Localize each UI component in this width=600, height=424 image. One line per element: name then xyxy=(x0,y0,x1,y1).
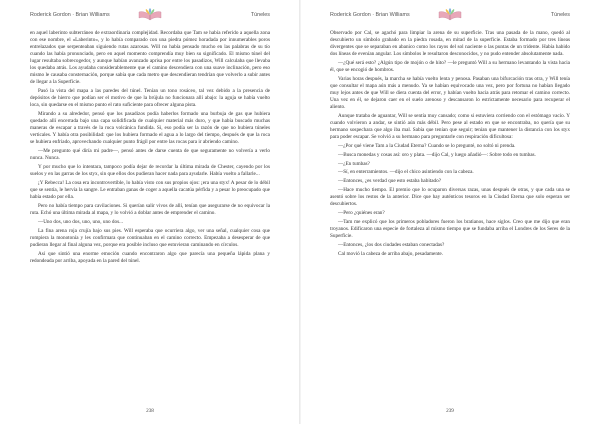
paragraph: Cal movió la cabeza de arriba abajo, pesadamente. xyxy=(338,250,443,257)
right-page xyxy=(300,0,600,424)
paragraph: Observado por Cal, se agachó para limpiar la arena de su superficie. Tras una pasada de la mano, quedó al descubierto un símbolo grabado en la piedra rosada, en mitad de la superficie. Estaba formado por tres líneas divergentes que se separaban en abanico como los rayos del sol naciente o las puntas de un tridente. Había habido dos líneas de evenían angular. Los símbolos le resultaron desconocidos, y no pudo entender absolutamente nada. xyxy=(330,30,570,58)
right-page-body xyxy=(330,30,570,258)
paragraph: La fina arena roja crujía bajo sus pies. Will esperaba que ocurriera algo, ver una señal, cualquier cosa que rompiera la monotonía y les confirmara que continuaban en el camino correcto. Empezaba a desesperar de que pudieran llegar al final alguna vez, porque era posible incluso que estuvieran caminando en círculos. xyxy=(30,227,270,248)
paragraph: Mirando a su alrededor, pensó que los pasadizos podía haberlos formado una burbuja de gas que hubiera quedado allí encerrada bajo una capa solidificada de cualquier material más duro, y que había buscado muchas maneras de escapar a través de la roca volcánica fundida. Si, eso podía ser la razón de que no hubiera túneles verticales. Y había otra posibilidad: que los hubiera formado el agua a lo largo del tiempo, después de que la roca se hubiera enfriado, aprovechando cualquier punto frágil por entre las rocas para ir abriendo camino. xyxy=(30,111,270,146)
paragraph: —Uno dos, uno dos, uno, uno, uno dos... xyxy=(38,218,124,225)
paragraph: Aunque trataba de aguantar, Will se sentía muy cansado; como si estuviera corriendo con el estómago vacío. Y cuando volvieron a andar, se sintió aún más débil. Pero pese al estado en que se encontraba, no quería que su hermano sospechara que algo iba mal. Sabía que tenían que seguir; tenían que mantener la distancia con los styx para poder escapar. Se volvió a su hermano para preguntarle con respiración dificultosa: xyxy=(330,112,570,141)
paragraph: —¿En tumbas? xyxy=(338,160,370,167)
paragraph: Pasó la vista del mapa a las paredes del túnel. Tenían un tono rosáceo, tal vez debido a la presencia de depósitos de hierro que podían ser el motivo de que la brújula no funcionara allí abajo: la aguja se había vuelto loca, sin quedarse en el mismo punto el rato suficiente para ofrecer alguna pista. xyxy=(30,88,270,109)
right-header-authors: Roderick Gordon · Brian Williams xyxy=(330,12,410,18)
paragraph: Varias horas después, la marcha se había vuelto lenta y penosa. Pasaban una bifurcación tras otra, y Will tenía que consultar el mapa aún más a menudo. Ya se habían equivocado una vez, pero por fortuna no habían llegado muy lejos antes de que Will se diera cuenta del error, y habían vuelto hacia atrás para retomar el camino correcto. Una vez en él, se dejaron caer en el suelo arenoso y descansaron lo estrictamente necesario para recuperar el aliento. xyxy=(330,75,570,111)
paragraph: —Entonces, ¿los dos ciudades estaban conectadas? xyxy=(338,241,445,248)
publisher-logo-icon xyxy=(438,7,462,23)
paragraph: —¿Qué será esto? ¿Algún tipo de mojón o de hito? —le preguntó Will a su hermano levantando la vista hacia él, que se encogió de hombros. xyxy=(330,59,570,74)
paragraph: Así que sintió una enorme emoción cuando encontraron algo que parecía una pequeña lápida plana y redondeada por arriba, apoyada en la pared del túnel. xyxy=(30,250,270,264)
paragraph: —Tam me explicó que los primeros pobladores fueron los bratianos, hace siglos. Creo que me dijo que eran troyanos. Edificaron una especie de fortaleza al mismo tiempo que se fundaba arriba el Londres de los Seres de la Superficie. xyxy=(330,218,570,239)
right-running-header xyxy=(330,9,570,23)
publisher-logo-icon xyxy=(138,7,162,23)
right-page-number: 239 xyxy=(446,408,454,414)
left-page-number: 238 xyxy=(146,408,154,414)
paragraph: —¿Por qué viene Tam a la Ciudad Eterna? Cuando se lo pregunté, no soltó ni prenda. xyxy=(338,142,516,149)
paragraph: ¡Y Rebecca! La cosa era incontrovertible, lo había visto con sus propios ojos: ¡era una styx! A pesar de lo débil que se sentía, le hervía la sangre. Le entraban ganas de coger a aquella cacatúa pérfida y a pesar lo preocupado que había estado por ella. xyxy=(30,179,270,201)
paragraph: en aquel laberinto subterráneo de extraordinaria complejidad. Recordaba que Tam se había referido a aquella zona con ese nombre, el «Laberinto», y lo había comparado con una piedra pómez horadada por innumerables poros entrelazados que serpenteaban siguiendo rutas azarosas. Will no había pensado mucho en las palabras de su tío cuando las había pronunciado, pero en aquel momento comprendía muy bien su significado. El mismo túnel del lugar resultaba sobrecogedor, y aunque habían avanzado aprisa por entre los pasadizos, Will calculaba que llevaba los quedaba atrás. Los ayudaba considerablemente que el camino descendiera con una suave inclinación, pero eso mismo le causaba consternación, porque sabía que cada metro que descendieran tendrían que volverlo a subir antes de llegar a la Superficie. xyxy=(30,30,270,86)
left-running-header xyxy=(30,9,270,23)
paragraph: —Hace mucho tiempo. El premio que lo ocuparon diversas razas, unas después de otras, y que cada una se asentó sobre los restos de la anterior. Dice que hay auténticos tesoros en la Ciudad Eterna que solo esperan ser descubiertos. xyxy=(330,187,570,208)
paragraph: —Entonces, ¿es verdad que esto estaba habitado? xyxy=(338,178,441,185)
paragraph: Pero no había tiempo para cavilaciones. Si querían salir vivos de allí, tenían que asegurarse de no equivocar la ruta. Echó una última mirada al mapa, y lo volvió a doblar antes de emprender el camino. xyxy=(30,202,270,216)
left-header-title: Túneles xyxy=(250,12,270,18)
left-header-authors: Roderick Gordon · Brian Williams xyxy=(30,12,110,18)
left-page-body xyxy=(30,30,270,265)
paragraph: —Busca monedas y cosas así: oro y plata. —dijo Cal, y luego añadió—: Sobre todo en tumbas. xyxy=(338,151,536,158)
right-header-title: Túneles xyxy=(550,12,570,18)
paragraph: —Me pregunto qué diría mi padre—, pensó antes de darse cuenta de que seguramente no volvería a verlo nunca. Nunca. xyxy=(30,148,270,162)
paragraph: —Sí, en enterramientos. —dijo el chico asintiendo con la cabeza. xyxy=(338,169,474,176)
paragraph: Y por mucho que lo intentara, tampoco podía dejar de recordar la última mirada de Chester, cayendo por los suelos y en las garras de los styx, sin que ellos dos pudieran hacer nada para ayudarle. Había vuelto a fallarle... xyxy=(30,164,270,178)
paragraph: —Pero ¿quiénes eran? xyxy=(338,210,385,217)
